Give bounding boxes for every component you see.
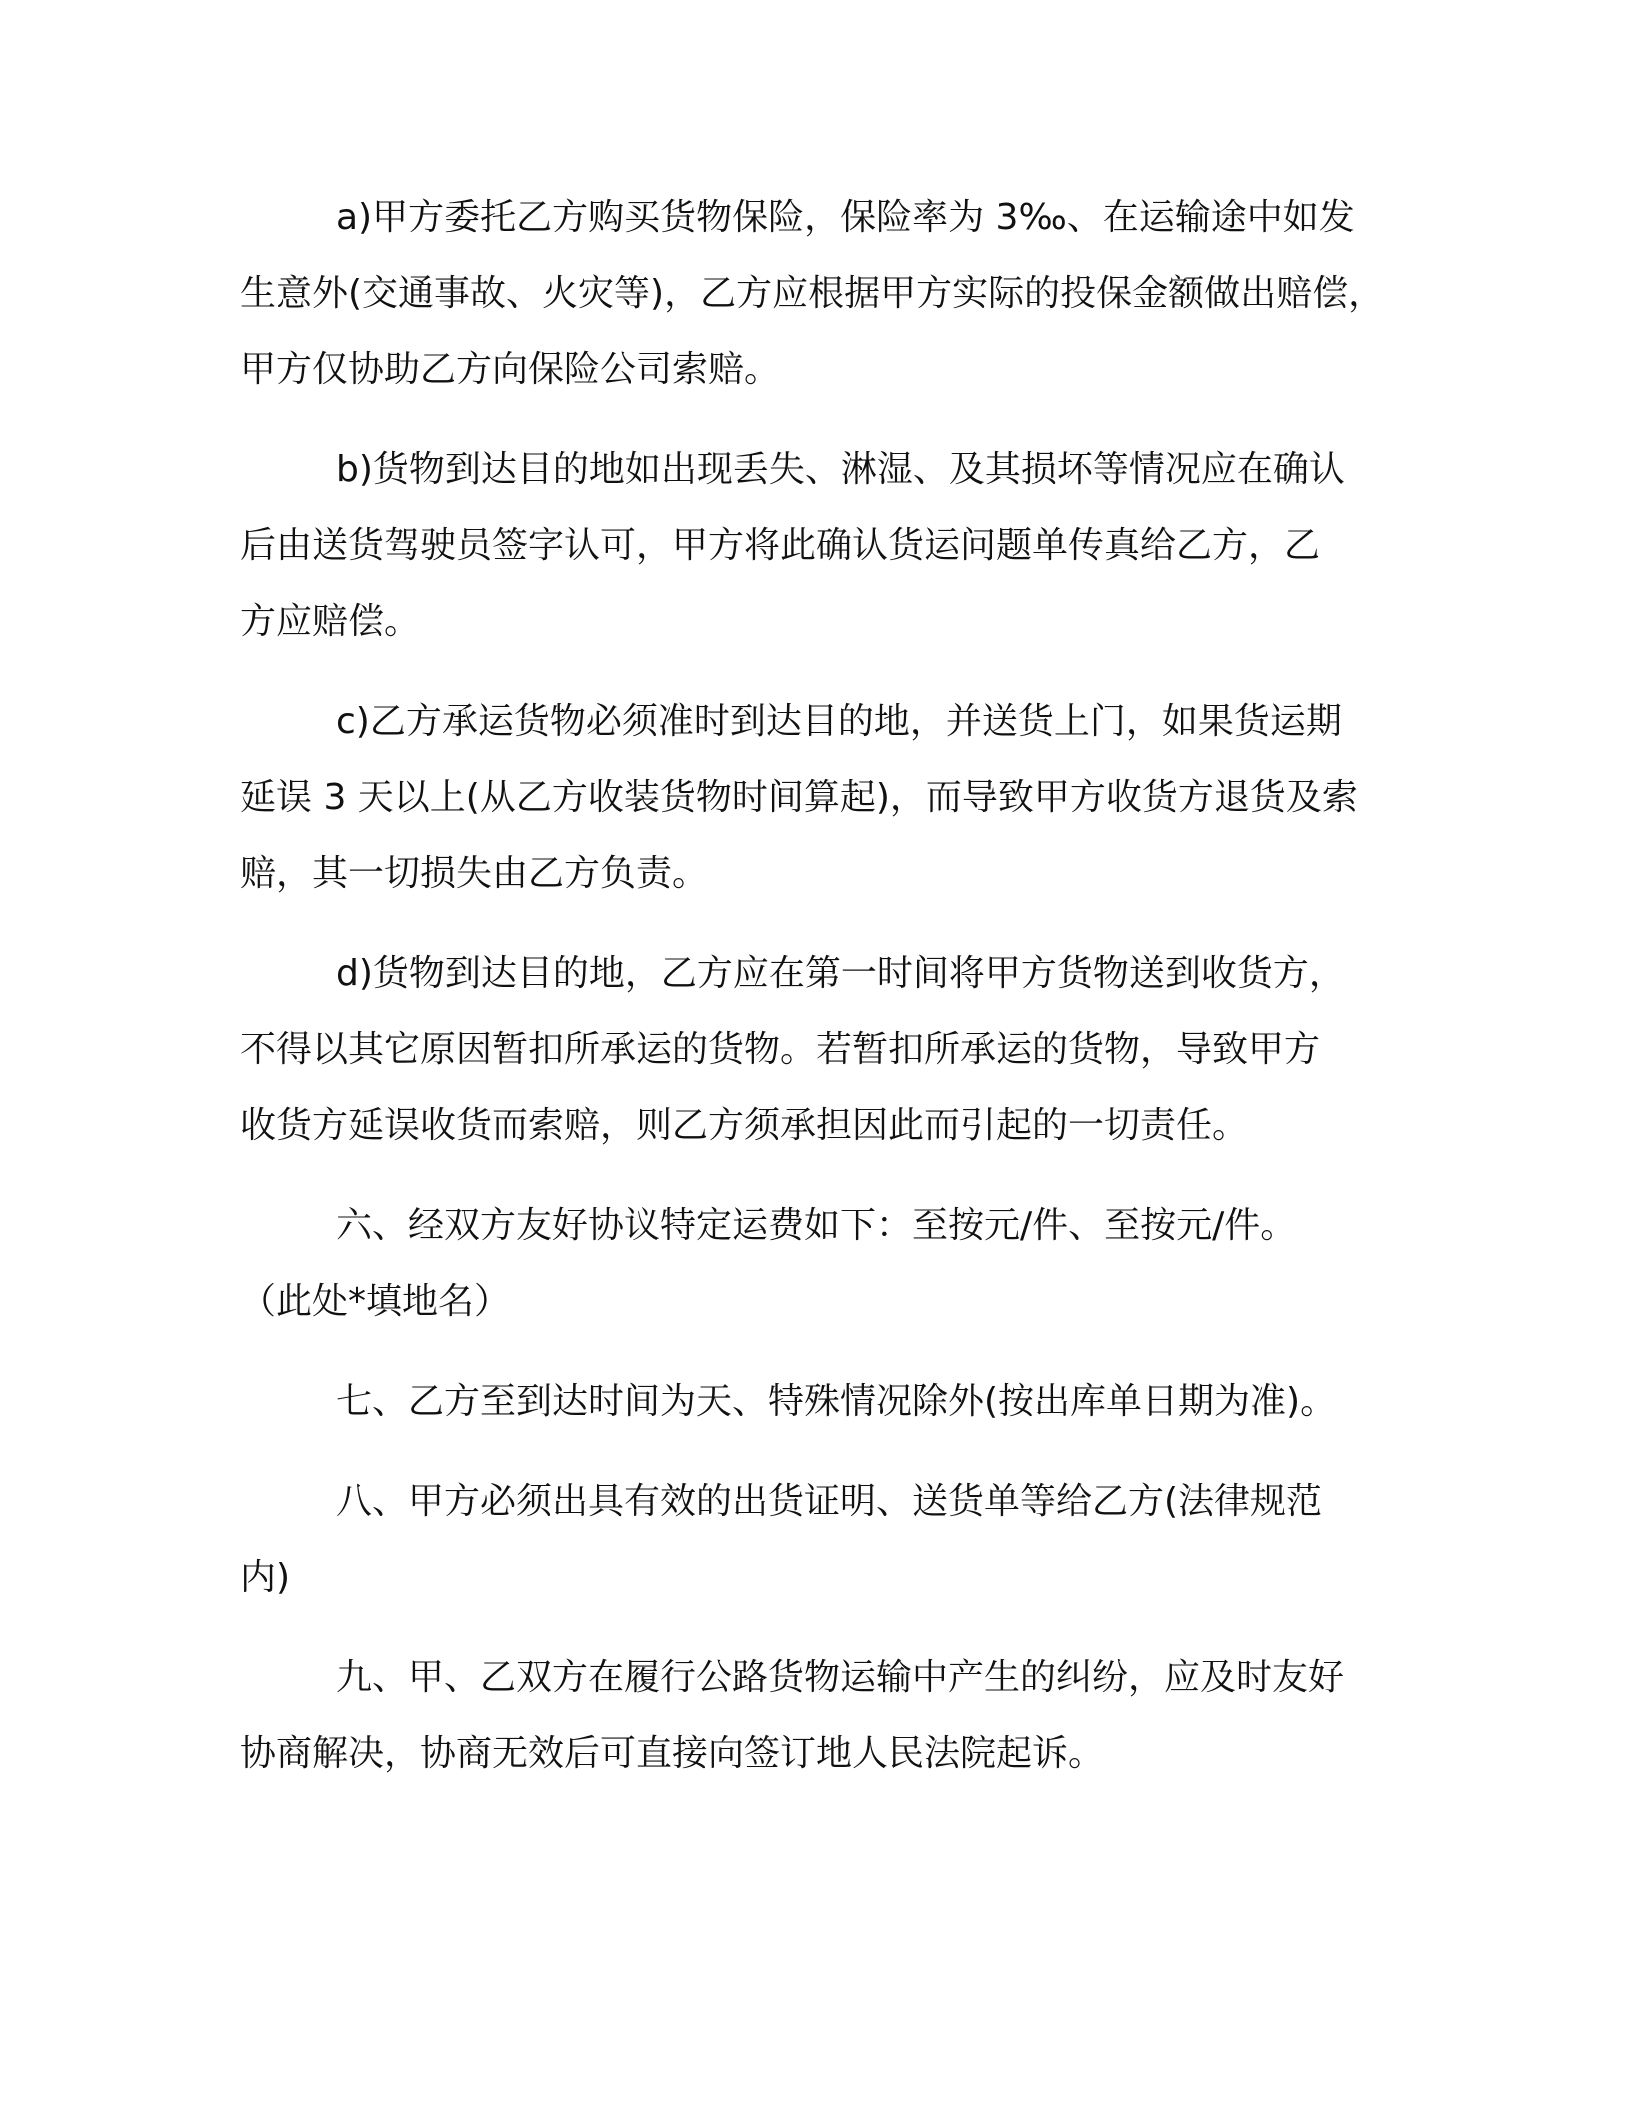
clause-nine-paragraph [240, 1640, 1400, 1792]
text-line: 后由送货驾驶员签字认可，甲方将此确认货运问题单传真给乙方，乙 [240, 525, 1321, 566]
text-line: c)乙方承运货物必须准时到达目的地，并送货上门，如果货运期 [336, 701, 1342, 742]
text-line: 收货方延误收货而索赔，则乙方须承担因此而引起的一切责任。 [240, 1105, 1249, 1146]
text-line: 不得以其它原因暂扣所承运的货物。若暂扣所承运的货物，导致甲方 [240, 1029, 1321, 1070]
text-line: （此处*填地名） [240, 1281, 511, 1322]
text-line: 八、甲方必须出具有效的出货证明、送货单等给乙方(法律规范 [336, 1481, 1323, 1522]
text-line: 六、经双方友好协议特定运费如下：至按元/件、至按元/件。 [336, 1205, 1297, 1246]
text-line: 七、乙方至到达时间为天、特殊情况除外(按出库单日期为准)。 [336, 1381, 1337, 1422]
text-line: d)货物到达目的地，乙方应在第一时间将甲方货物送到收货方， [336, 953, 1345, 994]
text-line: 生意外(交通事故、火灾等)，乙方应根据甲方实际的投保金额做出赔偿， [240, 273, 1385, 314]
clause-seven-paragraph [240, 1364, 1400, 1440]
text-line: b)货物到达目的地如出现丢失、淋湿、及其损坏等情况应在确认 [336, 449, 1345, 490]
clause-b-paragraph [240, 432, 1400, 660]
text-line: 内) [240, 1557, 291, 1598]
clause-d-paragraph [240, 936, 1400, 1164]
text-line: 甲方仅协助乙方向保险公司索赔。 [240, 349, 781, 390]
clause-six-paragraph [240, 1188, 1400, 1340]
text-line: 赔，其一切损失由乙方负责。 [240, 853, 709, 894]
text-line: 延误 3 天以上(从乙方收装货物时间算起)，而导致甲方收货方退货及索 [240, 777, 1358, 818]
clause-a-paragraph [240, 180, 1400, 408]
text-line: 协商解决，协商无效后可直接向签订地人民法院起诉。 [240, 1733, 1105, 1774]
clause-c-paragraph [240, 684, 1400, 912]
text-line: 九、甲、乙双方在履行公路货物运输中产生的纠纷，应及时友好 [336, 1657, 1345, 1698]
document-body [240, 180, 1400, 1816]
text-line: 方应赔偿。 [240, 601, 421, 642]
clause-eight-paragraph [240, 1464, 1400, 1616]
text-line: a)甲方委托乙方购买货物保险，保险率为 3‰、在运输途中如发 [336, 197, 1355, 238]
